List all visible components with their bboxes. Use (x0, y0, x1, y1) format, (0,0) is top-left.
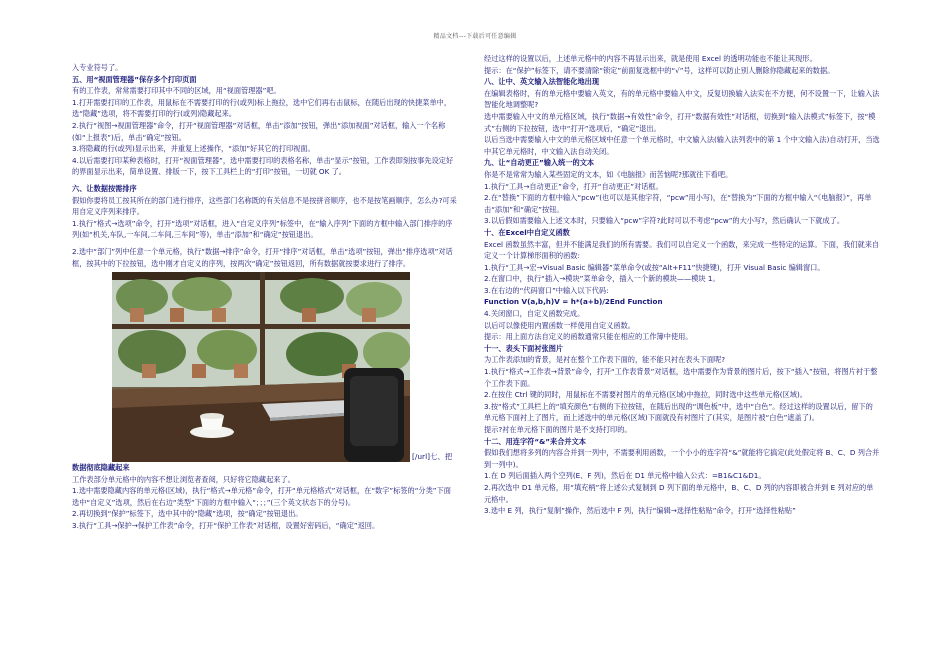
text-line: 有的工作表，常常需要打印其中不同的区域，用“视面管理器”吧。 (72, 86, 281, 96)
left-text-block (72, 62, 458, 269)
left-text-block-bottom (72, 462, 458, 532)
text-line: 1.执行“格式→工作表→背景”命令，打开“工作表背景”对话框，选中需要作为背景的图片后，按下“插入”按钮，将图片衬于整个工作表下面。 (484, 367, 878, 388)
text-line: 入专业符号了。 (72, 63, 123, 72)
text-line: 工作表部分单元格中的内容不想让浏览者查阅，只好将它隐藏起来了。 (72, 474, 295, 484)
section-heading: 六、让数据按需排序 (72, 183, 137, 193)
text-line: 4.关闭窗口，自定义函数完成。 (484, 309, 585, 319)
text-line: 假如我们想将多列的内容合并到一列中，不需要利用函数，一个小小的连字符“&”就能将它搞定(此处假定将 B、C、D 列合并到一列中)。 (484, 448, 880, 469)
text-line: Excel 函数虽然丰富，但并不能满足我们的所有需要。我们可以自定义一个函数，来完成一些特定的运算。下面，我们就来自定义一个计算梯形面积的函数: (484, 239, 880, 261)
text-line: 2.选中“部门”列中任意一个单元格，执行“数据→排序”命令，打开“排序”对话框，单击“选项”按钮，弹出“排序选项”对话框，按其中的下拉按钮，选中刚才自定义的序列，按两次“确定”按钮返回，所有数据就按要求进行了排序。 (72, 246, 453, 268)
text-line: 提示：用上面方法自定义的函数通常只能在相应的工作簿中使用。 (484, 332, 693, 342)
text-line: 3.在右边的“代码窗口”中输入以下代码: (484, 285, 609, 295)
photo-block (72, 272, 458, 462)
section-heading: 数据彻底隐藏起来 (72, 463, 130, 473)
section-heading: 十二、用连字符“&”来合并文本 (484, 436, 586, 446)
text-line: 为工作表添加的背景，是衬在整个工作表下面的，能不能只衬在表头下面呢? (484, 355, 726, 365)
text-line: 4.以后需要打印某种表格时，打开“视面管理器”，选中需要打印的表格名称，单击“显示”按钮，工作表即刻按事先设定好的界面显示出来，简单设置、排版一下，按下工具栏上的“打印”按钮，一切就 OK 了。 (72, 155, 454, 177)
section-heading: 十一、表头下面衬张图片 (484, 343, 564, 353)
text-line: 3.选中 E 列，执行“复制”操作，然后选中 F 列，执行“编辑→选择性粘贴”命令，打开“选择性粘贴” (484, 506, 796, 516)
text-line: 2.在窗口中，执行“插入→模块”菜单命令，插入一个新的模块——模块 1。 (484, 274, 720, 284)
text-line: 3.将隐藏的行(或列)显示出来，并重复上述操作，“添加”好其它的打印视面。 (72, 144, 315, 154)
section-heading: 五、用“视面管理器”保存多个打印页面 (72, 74, 197, 84)
text-line: 在编辑表格时，有的单元格中要输入英文，有的单元格中要输入中文，反复切换输入法实在不方便，何不设置一下，让输入法智能化地调整呢? (484, 88, 880, 110)
text-line: 2.在按住 Ctrl 键的同时，用鼠标在不需要衬图片的单元格(区域)中拖拉，同时选中这些单元格(区域)。 (484, 390, 807, 400)
text-line: 提示：在“保护”标签下，请不要清除“锁定”前面复选框中的“√”号，这样可以防止别人删除你隐藏起来的数据。 (484, 65, 835, 75)
text-line: 3.执行“工具→保护→保护工作表”命令，打开“保护工作表”对话框，设置好密码后，“确定”返回。 (72, 521, 380, 531)
text-line: 经过这样的设置以后，上述单元格中的内容不再显示出来，就是使用 Excel 的透明功能也不能让其现形。 (484, 54, 817, 63)
text-line: 1.选中需要隐藏内容的单元格(区域)，执行“格式→单元格”命令，打开“单元格格式”对话框，在“数字”标签的“分类”下面选中“自定义”选项，然后在右边“类型”下面的方框中输入“；；；”(三个英文状态下的分号)。 (72, 486, 451, 507)
right-column (484, 53, 880, 517)
page-header: 精品文档---下载后可任意编辑 (433, 33, 517, 40)
text-line: 以后当选中需要输入中文的单元格区域中任意一个单元格时，中文输入法(输入法列表中的第 1 个中文输入法)自动打开，当选中其它单元格时，中文输入法自动关闭。 (484, 135, 880, 156)
left-column (72, 62, 458, 532)
text-line: 1.执行“工具→宏→Visual Basic 编辑器”菜单命令(或按“Alt+F11”快捷键)，打开 Visual Basic 编辑窗口。 (484, 262, 825, 272)
text-line: 1.执行“格式→选项”命令，打开“选项”对话框，进入“自定义序列”标签中，在“输入序列”下面的方框中输入部门排序的序列(如“机关,车队,一车间,二车间,三车间”等)，单击“添加”和“确定”按钮退出。 (72, 218, 453, 240)
section-heading: 八、让中、英文输入法智能化地出现 (484, 77, 600, 87)
text-line: Function V(a,b,h)V = h*(a+b)/2End Function (484, 297, 663, 307)
right-text-block (484, 53, 880, 517)
photo-caption: [/url]七、把 (412, 452, 453, 462)
text-line: 3.按“格式”工具栏上的“填充颜色”右侧的下拉按钮，在随后出现的“调色板”中，选中“白色”。经过这样的设置以后，留下的单元格下面衬上了图片，而上述选中的单元格(区域)下面就没有衬图片了(其实，是图片被“白色”遮盖了)。 (484, 401, 873, 423)
section-heading: 十、在Excel中自定义函数 (484, 227, 570, 237)
text-line: 3.以后假如需要输入上述文本时，只要输入“pcw”字符?此时可以不考虑“pcw”的大小写?，然后确认一下就成了。 (484, 216, 845, 226)
text-line: 1.执行“工具→自动更正”命令，打开“自动更正”对话框。 (484, 181, 663, 191)
text-line: 假如你要将员工按其所在的部门进行排序，这些部门名称既的有关信息不是按拼音顺序，也不是按笔画顺序，怎么办?可采用自定义序列来排序。 (72, 195, 457, 217)
text-line: 提示?衬在单元格下面的图片是不支持打印的。 (484, 425, 632, 434)
text-line: 你是不是常常为输入某些固定的文本，如《电脑报》而苦恼呢?那就往下看吧。 (484, 169, 733, 179)
text-line: 2.再次选中 D1 单元格，用“填充柄”将上述公式复制到 D 列下面的单元格中，B、C、D 列的内容即被合并到 E 列对应的单元格中。 (484, 482, 874, 504)
text-line: 1.打开需要打印的工作表，用鼠标在不需要打印的行(或列)标上拖拉，选中它们再右击鼠标，在随后出现的快捷菜单中，选“隐藏”选项，将不需要打印的行(或列)隐藏起来。 (72, 97, 452, 119)
text-line: 2.再切换到“保护”标签下，选中其中的“隐藏”选项，按“确定”按钮退出。 (72, 509, 303, 519)
text-line: 2.在“替换”下面的方框中输入“pcw”(也可以是其他字符，“pcw”用小写)，在“替换为”下面的方框中输入“《电脑报》”，再单击“添加”和“确定”按钮。 (484, 193, 872, 214)
text-line: 以后可以像使用内置函数一样使用自定义函数。 (484, 320, 635, 330)
text-line: 选中需要输入中文的单元格区域，执行“数据→有效性”命令，打开“数据有效性”对话框，切换到“输入法模式”标签下，按“模式”右侧的下拉按钮，选中“打开”选项后，“确定”退出。 (484, 111, 876, 133)
section-heading: 九、让“自动更正”输入统一的文本 (484, 158, 595, 168)
photo-laptop-on-desk (112, 272, 410, 462)
text-line: 1.在 D 列后面插入两个空列(E、F 列)，然后在 D1 单元格中输入公式：=B1&C1&D1。 (484, 471, 766, 481)
text-line: 2.执行“视图→视面管理器”命令，打开“视面管理器”对话框，单击“添加”按钮，弹出“添加视面”对话框，输入一个名称(如“上报表”)后，单击“确定”按钮。 (72, 120, 446, 142)
